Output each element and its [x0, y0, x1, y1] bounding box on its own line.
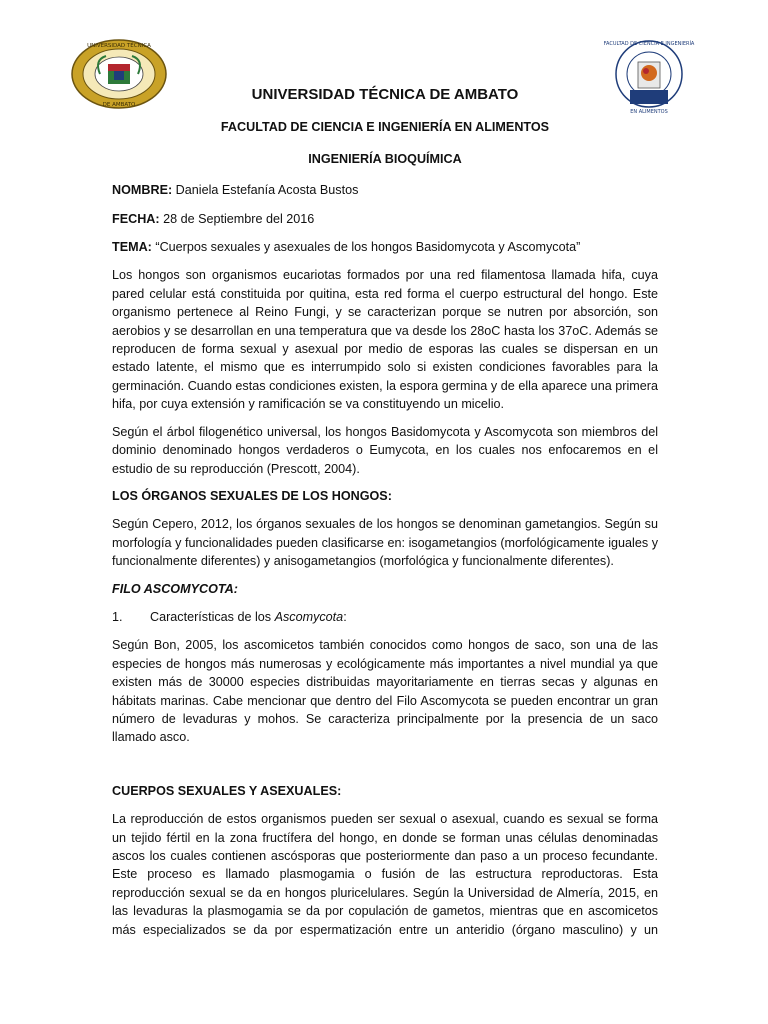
date-field: [112, 210, 658, 228]
topic-label: TEMA:: [112, 240, 152, 255]
item-number: 1.: [112, 609, 123, 624]
section-heading-bodies: CUERPOS SEXUALES Y ASEXUALES:: [112, 783, 342, 798]
svg-text:UNIVERSIDAD TÉCNICA: UNIVERSIDAD TÉCNICA: [87, 43, 151, 49]
date-label: FECHA:: [112, 211, 160, 226]
numbered-subheading: [112, 608, 658, 626]
topic-field: [112, 238, 658, 256]
document-body: [112, 86, 658, 939]
topic-value: “Cuerpos sexuales y asexuales de los hongos Basidomycota y Ascomycota”: [151, 240, 581, 255]
university-title: UNIVERSIDAD TÉCNICA DE AMBATO: [251, 86, 519, 103]
date-value: 28 de Septiembre del 2016: [159, 211, 315, 226]
item-text: Características de los Ascomycota:: [150, 609, 347, 624]
paragraph-phylogeny: Según el árbol filogenético universal, los hongos Basidomycota y Ascomycota son miembros del dominio denominado hongos verdaderos o Eumycota, en los cuales nos enfocaremos en el estudio de su reproducción (Prescott, 2004).: [112, 424, 658, 476]
name-label: NOMBRE:: [112, 183, 173, 198]
paragraph-gametangia: Según Cepero, 2012, los órganos sexuales de los hongos se denominan gametangios. Según su morfología y funcionalidades pueden clasificarse en: isogametangios (morfológicamente iguales y funcionalmente diferentes) y anisogametangios (morfológica y funcionalmente diferentes).: [112, 517, 658, 569]
section-heading-filo-ascomycota: FILO ASCOMYCOTA:: [112, 581, 238, 596]
faculty-title: FACULTAD DE CIENCIA E INGENIERÍA EN ALIMENTOS: [220, 120, 550, 135]
name-value: Daniela Estefanía Acosta Bustos: [172, 183, 359, 198]
svg-text:FACULTAD DE CIENCIA E INGENIER: FACULTAD DE CIENCIA E INGENIERÍA: [603, 41, 695, 47]
paragraph-reproduction: La reproducción de estos organismos pueden ser sexual o asexual, cuando es sexual se forma un tejido fértil en la zona fructífera del hongo, en donde se forman unas células denominadas ascos los cuales contienen ascósporas que posteriormente dan paso a un proceso fecundante. Este proceso es llamado plasmogamia o fusión de las estructura reproductoras. Esta reproducción sexual se da en hongos pluricelulares. Según la Universidad de Almería, 2015, en las levaduras la plasmogamia se da por copulación de gametos, mientras que en ascomicetos más especializados se da por espermatización entre un anteridio (órgano masculino) y un: [112, 812, 658, 937]
name-field: [112, 181, 658, 199]
svg-text:DE AMBATO: DE AMBATO: [102, 102, 136, 108]
career-title: INGENIERÍA BIOQUÍMICA: [308, 151, 462, 166]
paragraph-ascomycetes: Según Bon, 2005, los ascomicetos también conocidos como hongos de saco, son una de las especies de hongos más numerosas y ecológicamente más importantes a nivel mundial ya que existen más de 30000 especies distribuidas mayoritariamente en tierras secas y algunas en hábitats marinas. Cabe mencionar que dentro del Filo Ascomycota se pueden encontrar un gran número de levaduras y mohos. Se caracteriza principalmente por la presencia de un saco llamado asco.: [112, 638, 658, 745]
paragraph-intro: Los hongos son organismos eucariotas formados por una red filamentosa llamada hifa, cuya pared celular está constituida por quitina, esta red forma el cuerpo estructural del hongo. Este organismo pertenece al Reino Fungi, y se caracterizan porque se nutren por absorción, son aerobios y se desarrollan en una temperatura que va desde los 28oC hasta los 37oC. Además se reproducen de forma sexual y asexual por medio de esporas las cuales se dispersan en un estado latente, el mismo que es interrumpido solo si existen condiciones favorables para la germinación. Cuando estas condiciones existen, la espora germina y de ella aparece una primera hifa, por cuya extensión y ramificación se va constituyendo un micelio.: [112, 268, 658, 412]
svg-text:EN ALIMENTOS: EN ALIMENTOS: [630, 109, 668, 115]
section-heading-sexual-organs: LOS ÓRGANOS SEXUALES DE LOS HONGOS:: [112, 488, 392, 503]
